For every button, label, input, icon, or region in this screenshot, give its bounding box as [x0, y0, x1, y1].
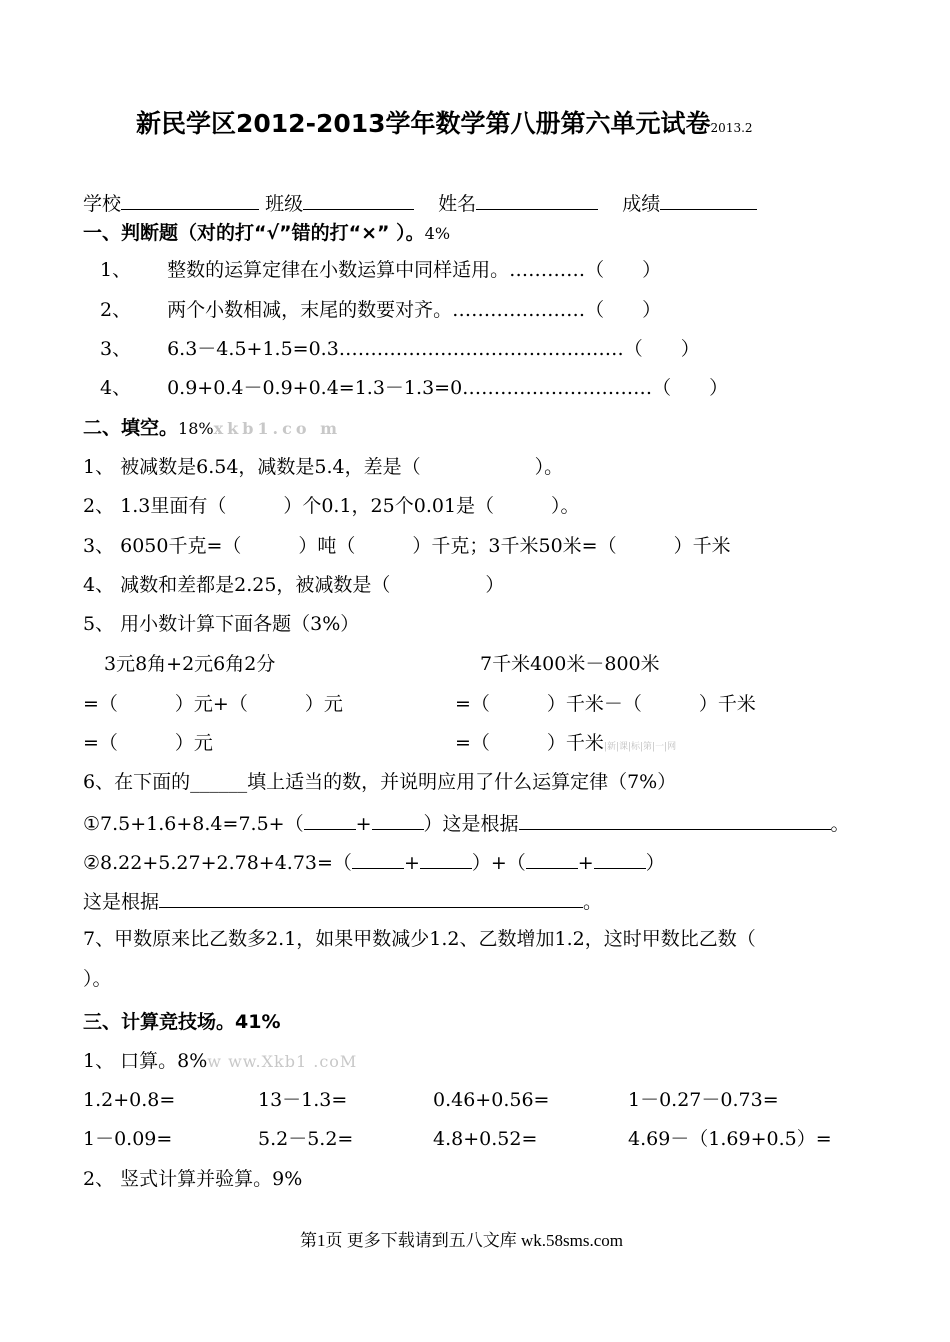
q6-b-close: ） [645, 852, 665, 874]
fill-item-1: 1、 被减数是6.54，减数是5.4，差是（ ）。 [83, 456, 564, 478]
calc-right-2: =（ ）千米－（ ）千米 [455, 693, 756, 715]
name-label: 姓名 [438, 193, 477, 215]
section2-heading [83, 419, 341, 438]
judge-item-4 [100, 379, 728, 398]
oral-r2-c2: 5.2－5.2= [258, 1128, 354, 1150]
oral-title: 1、 口算。8% [83, 1050, 208, 1072]
period: 。 [830, 813, 850, 835]
oral-heading [83, 1052, 357, 1071]
calc-left-2: =（ ）元+（ ）元 [83, 693, 343, 715]
score-field[interactable] [660, 192, 757, 210]
judge-num: 4、 [100, 377, 132, 399]
oral-r1-c3: 0.46+0.56= [433, 1089, 550, 1111]
q6-b-blank-2[interactable] [420, 851, 472, 869]
q6-b-expr: ②8.22+5.27+2.78+4.73=（ [83, 852, 352, 874]
fill-item-5: 5、 用小数计算下面各题（3%） [83, 613, 360, 635]
q6-b-blank-1[interactable] [352, 851, 404, 869]
name-field[interactable] [476, 192, 598, 210]
score-label: 成绩 [622, 193, 661, 215]
section2-points: 18% [178, 419, 214, 438]
judge-item-1 [100, 261, 661, 280]
judge-num: 2、 [100, 299, 132, 321]
q6-b-blank-3[interactable] [526, 851, 578, 869]
page-footer: 第1页 更多下载请到五八文库 wk.58sms.com [300, 1231, 623, 1250]
section1-heading [83, 224, 450, 243]
class-field[interactable] [303, 192, 414, 210]
page-title [136, 111, 753, 136]
calc-left-1: 3元8角+2元6角2分 [104, 653, 276, 675]
oral-r1-c2: 13－1.3= [258, 1089, 348, 1111]
q6-c-basis-field[interactable] [159, 890, 583, 908]
judge-num: 1、 [100, 259, 132, 281]
q7-line-1: 7、甲数原来比乙数多2.1，如果甲数减少1.2、乙数增加1.2，这时甲数比乙数（ [83, 928, 756, 950]
q6-a-blank-1[interactable] [304, 812, 356, 830]
q6-a [83, 812, 850, 834]
q6-b-plus: + [577, 852, 594, 874]
judge-text: 6.3－4.5+1.5=0.3………………………………………（ ） [167, 338, 700, 360]
oral-r1-c1: 1.2+0.8= [83, 1089, 176, 1111]
title-date: 2013.2 [710, 121, 753, 135]
section1-title: 一、判断题（对的打“√”错的打“×” ）。 [83, 222, 425, 244]
q6-a-basis-field[interactable] [519, 812, 831, 830]
calc-right-1: 7千米400米－800米 [480, 653, 660, 675]
calc-right-3-text: =（ ）千米 [455, 732, 604, 754]
section2-title: 二、填空。 [83, 417, 179, 439]
judge-item-2 [100, 301, 661, 320]
q6-a-expr: ①7.5+1.6+8.4=7.5+（ [83, 813, 304, 835]
q6-a-plus: + [355, 813, 372, 835]
q6-c [83, 890, 602, 912]
fill-item-4: 4、 减数和差都是2.25，被减数是（ ） [83, 574, 505, 596]
oral-r2-c4: 4.69－（1.69+0.5）= [628, 1128, 832, 1150]
calc-left-3: =（ ）元 [83, 732, 213, 754]
q6-a-basis-label: ）这是根据 [423, 813, 519, 835]
info-row [83, 192, 757, 214]
section1-points: 4% [424, 224, 451, 243]
fill-item-3: 3、 6050千克=（ ）吨（ ）千克；3千米50米=（ ）千米 [83, 535, 731, 557]
q6-a-blank-2[interactable] [372, 812, 424, 830]
q6-c-label: 这是根据 [83, 891, 160, 913]
judge-text: 整数的运算定律在小数运算中同样适用。…………（ ） [167, 259, 662, 281]
judge-num: 3、 [100, 338, 132, 360]
class-label: 班级 [265, 193, 304, 215]
calc-right-3 [455, 734, 676, 753]
school-label: 学校 [83, 193, 122, 215]
oral-r1-c4: 1－0.27－0.73= [628, 1089, 779, 1111]
watermark-text: xkb1.co m [213, 419, 342, 438]
judge-text: 两个小数相减，末尾的数要对齐。…………………（ ） [167, 299, 662, 321]
section3-heading: 三、计算竞技场。41% [83, 1011, 281, 1033]
period: 。 [583, 891, 603, 913]
q6-b-mid: ）+（ [471, 852, 526, 874]
oral-r2-c3: 4.8+0.52= [433, 1128, 538, 1150]
oral-r2-c1: 1－0.09= [83, 1128, 173, 1150]
q6-b-blank-4[interactable] [594, 851, 646, 869]
q7-line-2: ）。 [83, 968, 112, 990]
q6-intro: 6、在下面的______填上适当的数，并说明应用了什么运算定律（7%） [83, 771, 677, 793]
judge-item-3 [100, 340, 700, 359]
school-field[interactable] [121, 192, 259, 210]
fill-item-2: 2、 1.3里面有（ ）个0.1，25个0.01是（ ）。 [83, 495, 580, 517]
title-text: 新民学区2012-2013学年数学第八册第六单元试卷 [136, 109, 711, 138]
watermark-text-3: w ww.Xkb1 .coM [207, 1052, 358, 1071]
q6-b [83, 851, 665, 873]
judge-text: 0.9+0.4－0.9+0.4=1.3－1.3=0…………………………（ ） [167, 377, 729, 399]
watermark-text-2: |新|课|标|第|一|网 [603, 742, 677, 752]
q6-b-plus: + [403, 852, 420, 874]
vertical-calc-heading: 2、 竖式计算并验算。9% [83, 1168, 303, 1190]
